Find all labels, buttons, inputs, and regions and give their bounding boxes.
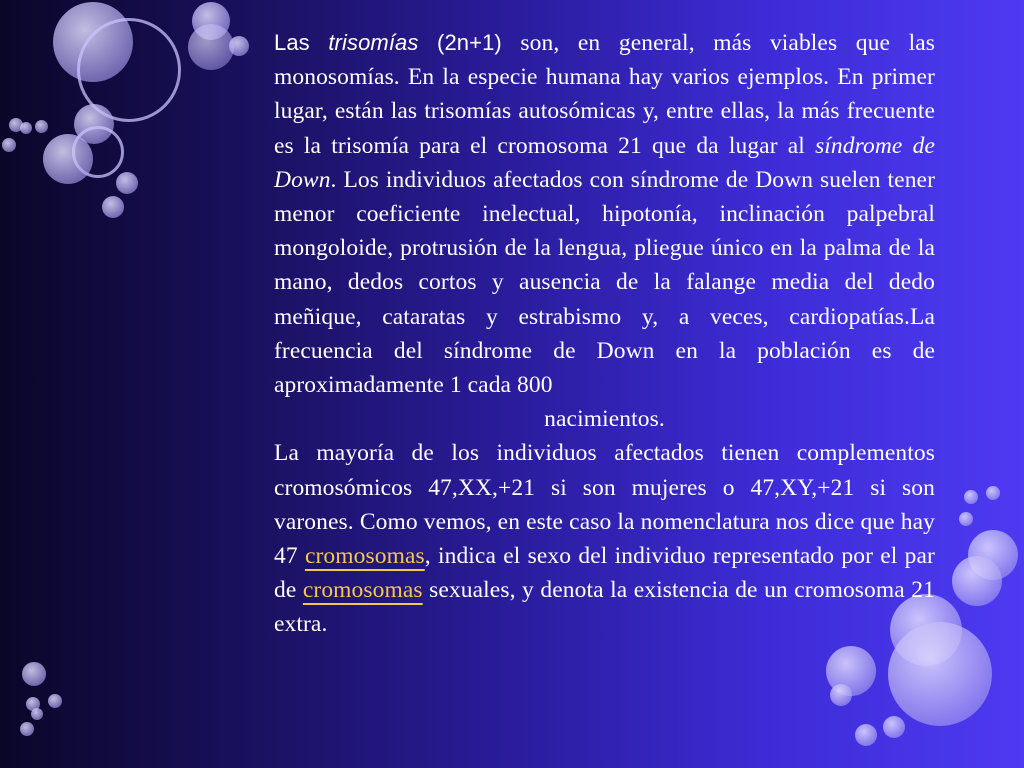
cromosomas-link-2[interactable]: cromosomas	[302, 577, 423, 604]
decorative-bubble	[20, 722, 34, 736]
decorative-bubble	[855, 724, 877, 746]
paragraph-trisomias	[274, 26, 935, 402]
decorative-bubble	[116, 172, 138, 194]
paragraph1-last-line: nacimientos.	[544, 406, 665, 433]
decorative-bubble	[964, 490, 978, 504]
decorative-bubble	[830, 684, 852, 706]
lead-word-trisomias: trisomías	[328, 30, 419, 55]
decorative-bubble	[229, 36, 249, 56]
decorative-bubble	[22, 662, 46, 686]
decorative-bubble	[883, 716, 905, 738]
decorative-bubble	[35, 120, 48, 133]
decorative-bubble	[48, 694, 62, 708]
paragraph1-text-a: son, en general, más viables que las monosomías. En la especie humana hay varios ejemplos. En primer lugar, están las trisomías autosómicas y, entre ellas, la más frecuente es la trisomía para el cromosoma 21 que da lugar al	[274, 30, 935, 159]
slide-body-text	[274, 26, 935, 642]
paragraph1-text-b: . Los individuos afectados con síndrome de Down suelen tener menor coeficiente inelectual, hipotonía, inclinación palpebral mongoloide, protrusión de la lengua, pliegue único en la palma de la mano, dedos cortos y ausencia de la falange media del dedo meñique, cataratas y estrabismo y, a veces, cardiopatías.La frecuencia del síndrome de Down en la población es de aproximadamente 1 cada 800	[274, 166, 935, 399]
paragraph-karyotype	[274, 436, 935, 641]
decorative-bubble	[188, 24, 234, 70]
paragraph2-text-c: sexuales, y denota la existencia de un cromosoma 21 extra.	[274, 577, 935, 638]
decorative-bubble	[959, 512, 973, 526]
decorative-bubble	[43, 134, 93, 184]
decorative-bubble	[102, 196, 124, 218]
decorative-bubble	[31, 708, 43, 720]
decorative-bubble	[952, 556, 1002, 606]
paragraph2-text-b: , indica el sexo del individuo representado por el par de	[274, 543, 935, 604]
down-syndrome-italic: síndrome de Down	[274, 132, 935, 193]
lead-word-las: Las	[274, 30, 310, 55]
decorative-bubble	[986, 486, 1000, 500]
lead-formula: (2n+1)	[437, 30, 502, 55]
decorative-bubble	[2, 138, 16, 152]
cromosomas-link-1[interactable]: cromosomas	[304, 543, 425, 570]
paragraph2-text-a: La mayoría de los individuos afectados tienen complementos cromosómicos 47,XX,+21 si son mujeres o 47,XY,+21 si son varones. Como vemos, en este caso la nomenclatura nos dice que hay 47	[274, 440, 935, 570]
decorative-bubble	[20, 122, 32, 134]
